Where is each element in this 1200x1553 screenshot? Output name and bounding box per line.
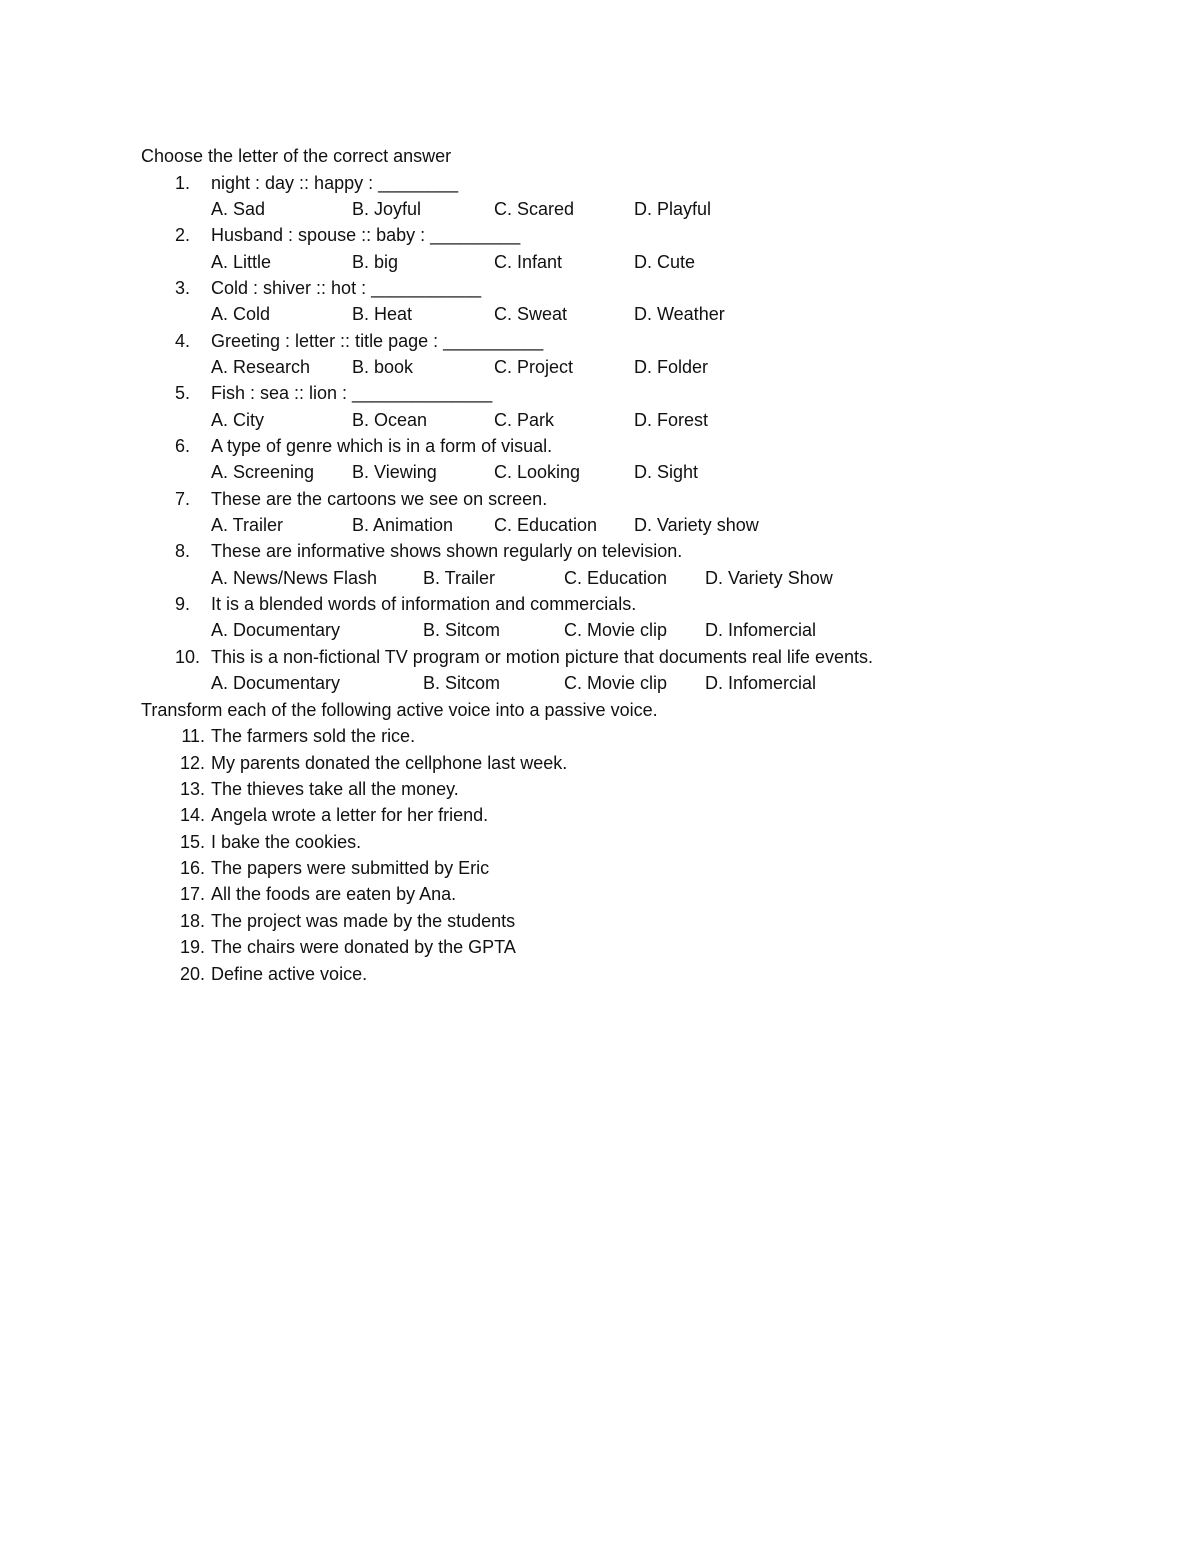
item-text: My parents donated the cellphone last week. [211, 753, 568, 773]
option-d: D. Variety Show [705, 568, 833, 588]
question-text: night : day :: happy : ________ [211, 173, 459, 193]
option-d: D. Forest [634, 410, 709, 430]
option-c: C. Infant [494, 252, 563, 272]
option-b: B. book [352, 357, 414, 377]
item-number: 11. [181, 726, 205, 746]
item-number: 20. [179, 964, 205, 984]
item-number: 15. [179, 832, 205, 852]
item-number: 14. [179, 805, 205, 825]
option-d: D. Sight [634, 462, 699, 482]
item-text: Define active voice. [211, 964, 368, 984]
option-b: B. Heat [352, 304, 413, 324]
option-c: C. Project [494, 357, 574, 377]
option-a: A. Documentary [211, 673, 341, 693]
question-number: 6. [174, 436, 190, 456]
option-b: B. Sitcom [423, 673, 501, 693]
question-number: 2. [174, 225, 190, 245]
option-d: D. Folder [634, 357, 709, 377]
question-number: 10. [174, 647, 200, 667]
option-b: B. Sitcom [423, 620, 501, 640]
item-number: 16. [179, 858, 205, 878]
question-number: 5. [174, 383, 190, 403]
option-c: C. Education [564, 568, 668, 588]
option-a: A. Trailer [211, 515, 284, 535]
option-a: A. Sad [211, 199, 266, 219]
section1-heading: Choose the letter of the correct answer [141, 146, 452, 166]
item-text: The chairs were donated by the GPTA [211, 937, 516, 957]
question-number: 4. [174, 331, 190, 351]
option-c: C. Sweat [494, 304, 568, 324]
question-text: Fish : sea :: lion : ______________ [211, 383, 493, 403]
item-text: The farmers sold the rice. [211, 726, 416, 746]
item-text: The papers were submitted by Eric [211, 858, 490, 878]
section2-heading: Transform each of the following active voice into a passive voice. [141, 700, 658, 720]
question-number: 3. [174, 278, 190, 298]
option-d: D. Cute [634, 252, 696, 272]
item-text: The project was made by the students [211, 911, 516, 931]
item-text: I bake the cookies. [211, 832, 362, 852]
question-text: These are informative shows shown regularly on television. [211, 541, 683, 561]
item-text: The thieves take all the money. [211, 779, 459, 799]
option-d: D. Variety show [634, 515, 759, 535]
item-text: All the foods are eaten by Ana. [211, 884, 457, 904]
item-number: 19. [179, 937, 205, 957]
option-a: A. Research [211, 357, 311, 377]
option-c: C. Looking [494, 462, 581, 482]
option-b: B. Animation [352, 515, 454, 535]
item-text: Angela wrote a letter for her friend. [211, 805, 489, 825]
option-a: A. Documentary [211, 620, 341, 640]
question-number: 8. [174, 541, 190, 561]
option-b: B. big [352, 252, 399, 272]
option-b: B. Trailer [423, 568, 496, 588]
question-text: Greeting : letter :: title page : __________ [211, 331, 544, 351]
option-c: C. Scared [494, 199, 575, 219]
option-d: D. Infomercial [705, 673, 817, 693]
item-number: 18. [179, 911, 205, 931]
option-d: D. Weather [634, 304, 725, 324]
option-c: C. Education [494, 515, 598, 535]
question-text: These are the cartoons we see on screen. [211, 489, 548, 509]
option-c: C. Movie clip [564, 620, 668, 640]
option-a: A. Screening [211, 462, 315, 482]
option-b: B. Viewing [352, 462, 437, 482]
option-c: C. Movie clip [564, 673, 668, 693]
option-a: A. News/News Flash [211, 568, 378, 588]
option-a: A. City [211, 410, 265, 430]
question-text: Cold : shiver :: hot : ___________ [211, 278, 482, 298]
question-text: Husband : spouse :: baby : _________ [211, 225, 521, 245]
question-text: It is a blended words of information and commercials. [211, 594, 637, 614]
question-text: This is a non-fictional TV program or motion picture that documents real life events. [211, 647, 873, 667]
option-a: A. Little [211, 252, 272, 272]
option-a: A. Cold [211, 304, 271, 324]
option-c: C. Park [494, 410, 555, 430]
item-number: 17. [179, 884, 205, 904]
question-text: A type of genre which is in a form of visual. [211, 436, 553, 456]
question-number: 7. [174, 489, 190, 509]
option-d: D. Playful [634, 199, 712, 219]
question-number: 9. [174, 594, 190, 614]
item-number: 12. [179, 753, 205, 773]
option-b: B. Joyful [352, 199, 422, 219]
option-d: D. Infomercial [705, 620, 817, 640]
option-b: B. Ocean [352, 410, 428, 430]
question-number: 1. [174, 173, 190, 193]
item-number: 13. [179, 779, 205, 799]
